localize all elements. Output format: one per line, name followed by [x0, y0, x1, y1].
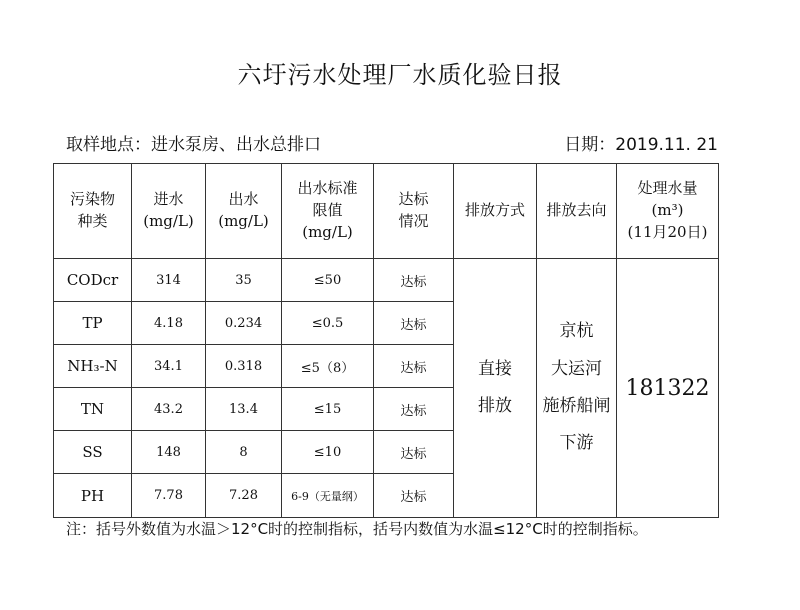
- discharge-to-line1: 京杭: [559, 321, 594, 342]
- inflow-value: 7.78: [132, 474, 206, 518]
- header-inflow-line2: (mg/L): [143, 212, 194, 230]
- outflow-value: 7.28: [206, 474, 282, 518]
- header-compliance-line1: 达标: [398, 190, 429, 209]
- outflow-value: 0.318: [206, 345, 282, 388]
- header-outflow-line2: (mg/L): [218, 212, 269, 230]
- compliance-status: 达标: [374, 345, 454, 388]
- header-volume: [617, 164, 719, 259]
- inflow-value: 4.18: [132, 302, 206, 345]
- header-inflow: [132, 164, 206, 259]
- header-compliance-line2: 情况: [398, 212, 429, 230]
- report-title: 六圩污水处理厂水质化验日报: [237, 61, 563, 89]
- header-limit: [282, 164, 374, 259]
- table-row: [54, 259, 719, 302]
- footnote: 注：括号外数值为水温＞12°C时的控制指标，括号内数值为水温≤12°C时的控制指标。: [66, 520, 648, 538]
- header-volume-line1: 处理水量: [637, 179, 698, 198]
- pollutant-name: CODcr: [54, 259, 132, 302]
- discharge-to-line2: 大运河: [551, 358, 602, 379]
- header-compliance: [374, 164, 454, 259]
- limit-value: ≤10: [282, 431, 374, 474]
- compliance-status: 达标: [374, 388, 454, 431]
- limit-value: ≤15: [282, 388, 374, 431]
- header-volume-line2: (m³): [651, 201, 684, 220]
- limit-value: ≤5（8）: [282, 345, 374, 388]
- header-limit-line1: 出水标准: [297, 179, 358, 198]
- header-discharge-method: 排放方式: [454, 164, 537, 259]
- compliance-status: 达标: [374, 259, 454, 302]
- outflow-value: 35: [206, 259, 282, 302]
- pollutant-name: NH₃-N: [54, 345, 132, 388]
- limit-value: ≤50: [282, 259, 374, 302]
- pollutant-name: PH: [54, 474, 132, 518]
- header-row: [54, 164, 719, 259]
- discharge-method-line1: 直接: [478, 358, 512, 379]
- header-pollutant: [54, 164, 132, 259]
- treated-volume: 181322: [617, 259, 719, 518]
- limit-value: 6-9（无量纲）: [282, 474, 374, 518]
- discharge-method-line2: 排放: [478, 396, 512, 416]
- outflow-value: 0.234: [206, 302, 282, 345]
- inflow-value: 148: [132, 431, 206, 474]
- header-volume-line3: (11月20日): [627, 222, 708, 241]
- inflow-value: 34.1: [132, 345, 206, 388]
- outflow-value: 8: [206, 431, 282, 474]
- compliance-status: 达标: [374, 474, 454, 518]
- header-limit-line3: (mg/L): [302, 222, 353, 241]
- discharge-to-line4: 下游: [559, 433, 594, 454]
- pollutant-name: TN: [54, 388, 132, 431]
- sampling-location: 取样地点：进水泵房、出水总排口: [66, 135, 321, 155]
- compliance-status: 达标: [374, 302, 454, 345]
- header-outflow-line1: 出水: [228, 190, 259, 209]
- discharge-method-cell: [454, 259, 537, 518]
- report-date: 日期：2019.11. 21: [564, 135, 718, 155]
- header-outflow: [206, 164, 282, 259]
- header-inflow-line1: 进水: [153, 190, 184, 209]
- header-pollutant-line2: 种类: [77, 212, 108, 230]
- header-pollutant-line1: 污染物: [69, 190, 115, 209]
- pollutant-name: TP: [54, 302, 132, 345]
- header-limit-line2: 限值: [312, 201, 343, 220]
- limit-value: ≤0.5: [282, 302, 374, 345]
- compliance-status: 达标: [374, 431, 454, 474]
- inflow-value: 314: [132, 259, 206, 302]
- header-discharge-to: 排放去向: [537, 164, 617, 259]
- outflow-value: 13.4: [206, 388, 282, 431]
- pollutant-name: SS: [54, 431, 132, 474]
- discharge-to-cell: [537, 259, 617, 518]
- discharge-to-line3: 施桥船闸: [542, 396, 611, 416]
- inflow-value: 43.2: [132, 388, 206, 431]
- water-quality-table: [53, 163, 719, 518]
